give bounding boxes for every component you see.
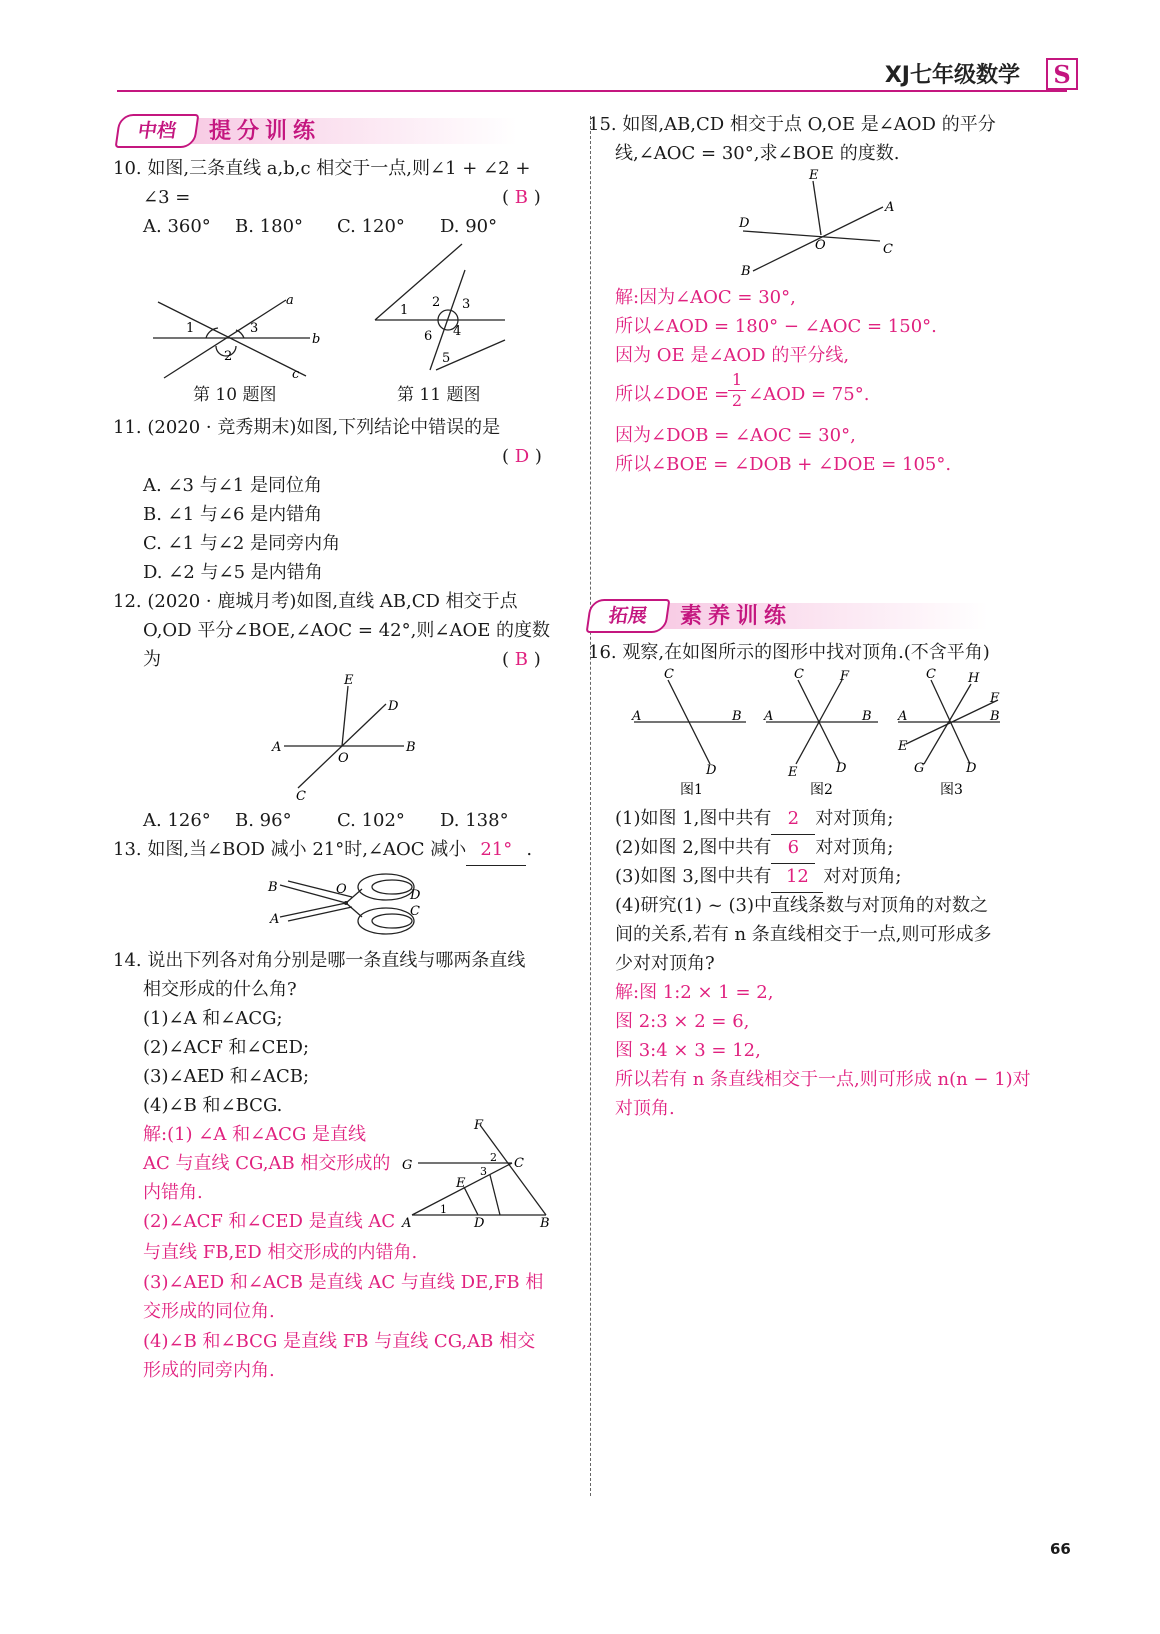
- q13-blank: 21°: [466, 835, 526, 866]
- q14-solution-5: 与直线 FB,ED 相交形成的内错角.: [143, 1242, 418, 1263]
- q14-figure: [400, 1115, 560, 1233]
- part3-tail: 对对顶角;: [823, 866, 902, 887]
- svg-text:H: H: [968, 671, 980, 686]
- svg-text:A: A: [632, 709, 642, 724]
- q11-line1: 11. (2020 · 竞秀期末)如图,下列结论中错误的是: [113, 417, 501, 438]
- column-divider: [590, 116, 591, 1496]
- page-number: 66: [1050, 1540, 1071, 1558]
- q12-option-d: D. 138°: [440, 810, 509, 831]
- part1-blank: 2: [771, 804, 815, 835]
- q16-solution-4: 所以若有 n 条直线相交于一点,则可形成 n(n − 1)对: [615, 1069, 1031, 1090]
- section-title: 素养训练: [680, 604, 793, 629]
- svg-text:B: B: [741, 264, 751, 279]
- svg-text:A: A: [270, 912, 280, 927]
- q15-solution-6: 因为∠DOB = ∠AOC = 30°,: [615, 425, 856, 446]
- part2-tail: 对对顶角;: [815, 837, 894, 858]
- svg-text:E: E: [898, 739, 908, 754]
- q15-line2: 线,∠AOC = 30°,求∠BOE 的度数.: [615, 143, 900, 164]
- q12-option-a: A. 126°: [143, 810, 211, 831]
- answer-letter: B: [514, 187, 528, 208]
- svg-text:D: D: [836, 761, 847, 776]
- svg-text:G: G: [402, 1158, 413, 1173]
- svg-text:E: E: [344, 673, 354, 688]
- q10-answer: ( B ): [502, 187, 541, 208]
- q16-part2: [615, 833, 893, 864]
- svg-text:E: E: [788, 765, 798, 780]
- svg-text:2: 2: [490, 1151, 497, 1164]
- svg-text:5: 5: [442, 351, 451, 366]
- svg-text:B: B: [268, 880, 278, 895]
- q12-option-b: B. 96°: [235, 810, 292, 831]
- q16-solution-5: 对顶角.: [615, 1098, 675, 1119]
- q11-option-d: D. ∠2 与∠5 是内错角: [143, 562, 323, 583]
- q15-solution-7: 所以∠BOE = ∠DOB + ∠DOE = 105°.: [615, 454, 952, 475]
- q14-line2: 相交形成的什么角?: [143, 979, 297, 1000]
- q12-line3: 为: [143, 649, 161, 670]
- q15-solution-1: 解:因为∠AOC = 30°,: [615, 287, 796, 308]
- svg-text:A: A: [402, 1216, 412, 1231]
- svg-text:O: O: [338, 751, 349, 766]
- svg-text:C: C: [410, 904, 420, 919]
- svg-text:1: 1: [400, 303, 409, 318]
- q10-option-d: D. 90°: [440, 216, 498, 237]
- q15-solution-3: 因为 OE 是∠AOD 的平分线,: [615, 345, 850, 366]
- q12-line2: O,OD 平分∠BOE,∠AOC = 42°,则∠AOE 的度数: [143, 620, 551, 641]
- q14-solution-6: (3)∠AED 和∠ACB 是直线 AC 与直线 DE,FB 相: [143, 1272, 544, 1293]
- svg-text:D: D: [410, 888, 421, 903]
- q16-part1: [615, 804, 893, 835]
- q15-solution-2: 所以∠AOD = 180° − ∠AOC = 150°.: [615, 316, 937, 337]
- svg-text:3: 3: [480, 1165, 487, 1178]
- svg-text:c: c: [292, 367, 300, 382]
- q16-solution-3: 图 3:4 × 3 = 12,: [615, 1040, 761, 1061]
- svg-text:b: b: [312, 332, 321, 347]
- q11-fig-caption: 第 11 题图: [397, 385, 481, 405]
- svg-text:2: 2: [224, 349, 233, 364]
- svg-text:A: A: [898, 709, 908, 724]
- header-title: XJ七年级数学: [884, 63, 1020, 88]
- part3-text: (3)如图 3,图中共有: [615, 866, 772, 887]
- svg-text:A: A: [272, 740, 282, 755]
- q14-solution-4: (2)∠ACF 和∠CED 是直线 AC: [143, 1211, 396, 1232]
- q12-answer: ( B ): [502, 649, 541, 670]
- q14-item-4: (4)∠B 和∠BCG.: [143, 1095, 283, 1116]
- q11-option-c: C. ∠1 与∠2 是同旁内角: [143, 533, 341, 554]
- fig1-caption: 图1: [680, 782, 703, 798]
- q16-part4-line1: (4)研究(1) ~ (3)中直线条数与对顶角的对数之: [615, 895, 989, 916]
- svg-text:2: 2: [432, 295, 441, 310]
- section-badge: 拓展: [586, 599, 671, 633]
- svg-text:6: 6: [424, 329, 433, 344]
- svg-text:D: D: [966, 761, 977, 776]
- q11-option-b: B. ∠1 与∠6 是内错角: [143, 504, 323, 525]
- q16-line1: 16. 观察,在如图所示的图形中找对顶角.(不含平角): [588, 642, 990, 663]
- q15-fraction: [728, 370, 746, 411]
- svg-text:A: A: [764, 709, 774, 724]
- svg-text:D: D: [739, 216, 750, 231]
- section-badge: 中档: [115, 114, 200, 148]
- q10-figure: [148, 290, 328, 382]
- q10-line2: ∠3 =: [143, 187, 191, 208]
- q14-solution-7: 交形成的同位角.: [143, 1301, 275, 1322]
- svg-text:C: C: [664, 667, 674, 682]
- q16-figures: [628, 664, 1023, 800]
- fig3-caption: 图3: [940, 782, 963, 798]
- svg-text:F: F: [990, 691, 1000, 706]
- svg-text:3: 3: [462, 297, 471, 312]
- svg-text:F: F: [840, 669, 850, 684]
- q16-part4-line3: 少对对顶角?: [615, 953, 715, 974]
- q14-solution-8: (4)∠B 和∠BCG 是直线 FB 与直线 CG,AB 相交: [143, 1331, 536, 1352]
- q10-line1: 10. 如图,三条直线 a,b,c 相交于一点,则∠1 + ∠2 +: [113, 158, 531, 179]
- svg-text:B: B: [406, 740, 416, 755]
- svg-text:D: D: [388, 699, 399, 714]
- q14-solution-9: 形成的同旁内角.: [143, 1360, 275, 1381]
- q13-line: [113, 835, 532, 866]
- svg-text:S: S: [1053, 60, 1071, 89]
- svg-text:C: C: [296, 789, 306, 803]
- part3-blank: 12: [771, 862, 823, 893]
- q11-option-a: A. ∠3 与∠1 是同位角: [143, 475, 322, 496]
- q14-line1: 14. 说出下列各对角分别是哪一条直线与哪两条直线: [113, 950, 526, 971]
- fraction-numerator: 1: [728, 370, 746, 391]
- q13-text: 13. 如图,当∠BOD 减小 21°时,∠AOC 减小: [113, 839, 467, 860]
- q14-item-1: (1)∠A 和∠ACG;: [143, 1008, 283, 1029]
- svg-text:B: B: [862, 709, 872, 724]
- q15-solution-5: ∠AOD = 75°.: [748, 384, 870, 405]
- section-banner-1: [117, 112, 537, 148]
- fraction-denominator: 2: [731, 391, 743, 410]
- q11-answer: ( D ): [502, 446, 542, 467]
- svg-text:A: A: [885, 200, 895, 215]
- q12-line1: 12. (2020 · 鹿城月考)如图,直线 AB,CD 相交于点: [113, 591, 518, 612]
- svg-text:B: B: [732, 709, 742, 724]
- q14-solution-2: AC 与直线 CG,AB 相交形成的: [143, 1153, 391, 1174]
- svg-text:a: a: [286, 293, 294, 308]
- q10-option-a: A. 360°: [143, 216, 211, 237]
- q13-tail: .: [526, 839, 533, 860]
- svg-text:4: 4: [453, 324, 462, 339]
- q12-figure: [268, 668, 428, 803]
- part1-text: (1)如图 1,图中共有: [615, 808, 772, 829]
- svg-text:1: 1: [186, 321, 195, 336]
- svg-text:O: O: [815, 238, 826, 253]
- svg-text:O: O: [336, 882, 347, 897]
- q15-solution-4: 所以∠DOE =: [615, 384, 730, 405]
- answer-letter: D: [514, 446, 530, 467]
- q12-option-c: C. 102°: [337, 810, 405, 831]
- svg-text:C: C: [514, 1156, 524, 1171]
- svg-text:E: E: [809, 168, 819, 183]
- q15-figure: [735, 165, 905, 280]
- svg-text:D: D: [706, 763, 717, 778]
- svg-text:B: B: [990, 709, 1000, 724]
- svg-text:C: C: [883, 242, 893, 257]
- q16-solution-2: 图 2:3 × 2 = 6,: [615, 1011, 750, 1032]
- section-banner-2: [588, 597, 1008, 633]
- svg-text:F: F: [474, 1118, 484, 1133]
- fig2-caption: 图2: [810, 782, 833, 798]
- q11-figure: [370, 240, 520, 380]
- q10-option-b: B. 180°: [235, 216, 304, 237]
- q16-part3: [615, 862, 901, 893]
- part2-blank: 6: [771, 833, 815, 864]
- brand-logo: [1046, 58, 1078, 90]
- q14-item-2: (2)∠ACF 和∠CED;: [143, 1037, 310, 1058]
- header-rule: [117, 90, 1067, 92]
- q10-option-c: C. 120°: [337, 216, 405, 237]
- q16-part4-line2: 间的关系,若有 n 条直线相交于一点,则可形成多: [615, 924, 992, 945]
- q16-solution-1: 解:图 1:2 × 1 = 2,: [615, 982, 774, 1003]
- q15-line1: 15. 如图,AB,CD 相交于点 O,OE 是∠AOD 的平分: [588, 114, 996, 135]
- q14-solution-1: 解:(1) ∠A 和∠ACG 是直线: [143, 1124, 367, 1145]
- q14-solution-3: 内错角.: [143, 1182, 203, 1203]
- svg-text:1: 1: [440, 1203, 447, 1216]
- svg-text:G: G: [914, 761, 925, 776]
- section-title: 提分训练: [209, 119, 322, 144]
- q13-scissors-figure: [266, 865, 426, 940]
- q14-item-3: (3)∠AED 和∠ACB;: [143, 1066, 310, 1087]
- svg-text:C: C: [794, 667, 804, 682]
- part2-text: (2)如图 2,图中共有: [615, 837, 772, 858]
- part1-tail: 对对顶角;: [815, 808, 894, 829]
- answer-letter: B: [514, 649, 528, 670]
- svg-text:C: C: [926, 667, 936, 682]
- svg-text:3: 3: [250, 321, 259, 336]
- svg-text:E: E: [456, 1176, 466, 1191]
- svg-text:B: B: [540, 1216, 550, 1231]
- svg-text:D: D: [474, 1216, 485, 1231]
- q10-fig-caption: 第 10 题图: [193, 385, 277, 405]
